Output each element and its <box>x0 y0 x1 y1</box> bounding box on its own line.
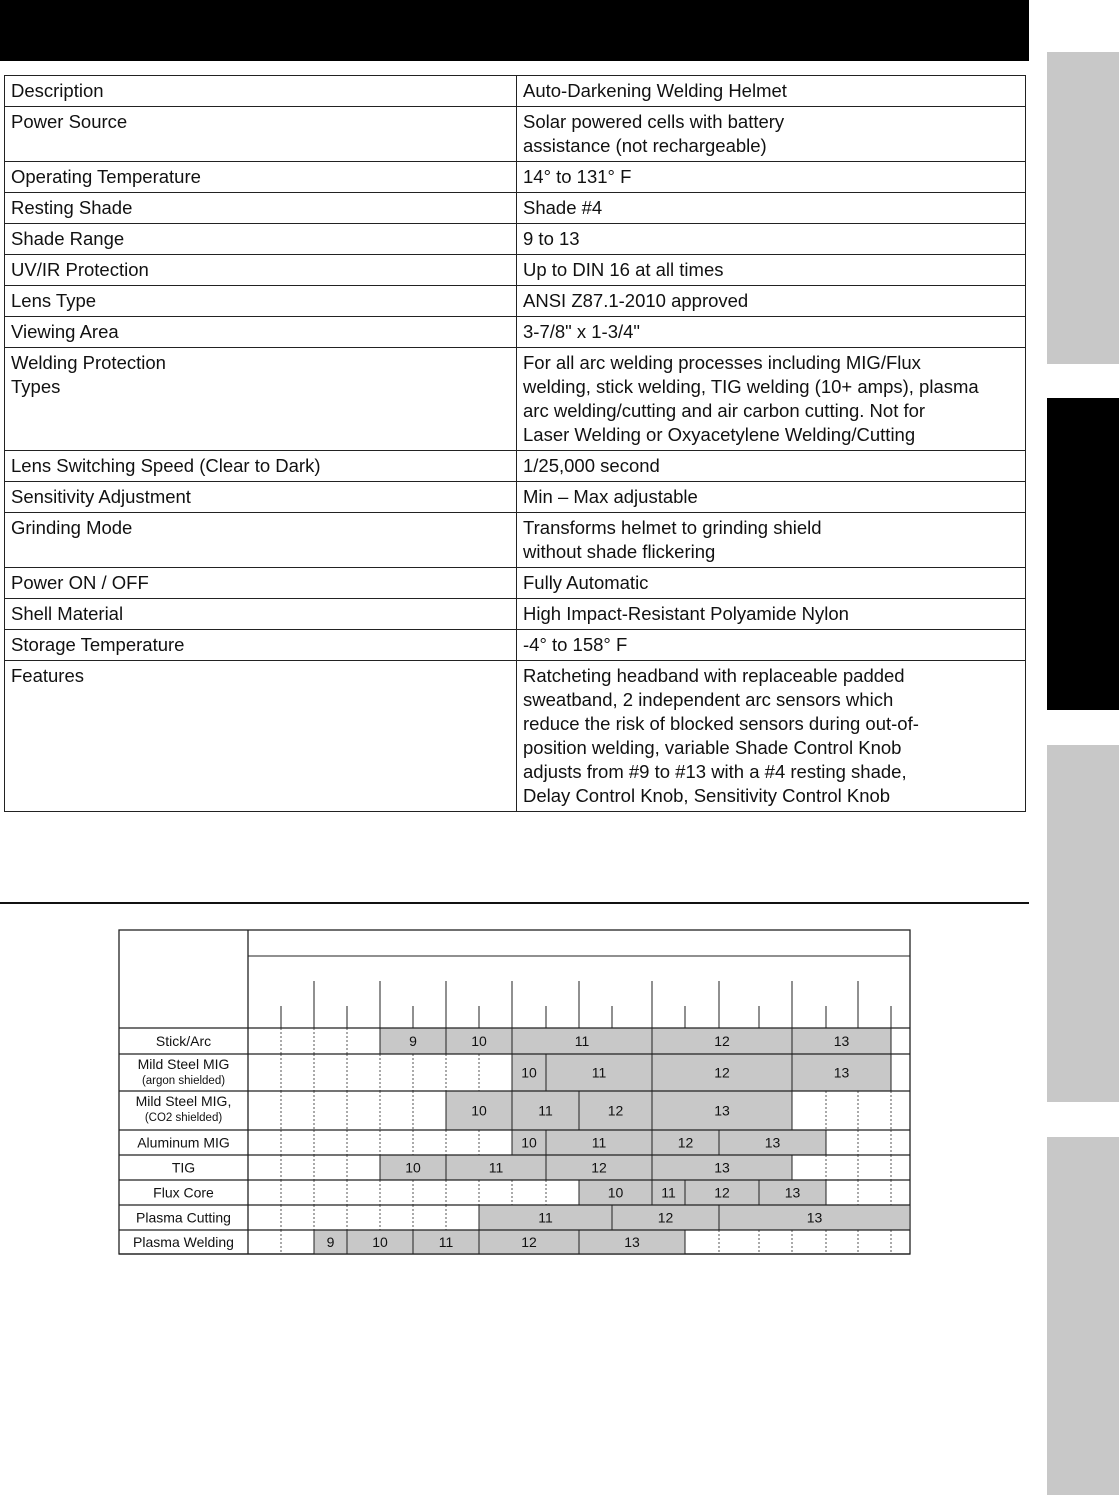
spec-value-line: Up to DIN 16 at all times <box>523 259 724 280</box>
process-label: TIG <box>171 1159 196 1176</box>
spec-label: Lens Switching Speed (Clear to Dark) <box>5 451 517 482</box>
spec-value-line: Delay Control Knob, Sensitivity Control Knob <box>523 785 891 806</box>
process-label: Mild Steel MIG, <box>135 1093 232 1109</box>
shade-label: 13 <box>833 1064 850 1081</box>
spec-label: Power Source <box>5 107 517 162</box>
spec-label: Storage Temperature <box>5 630 517 661</box>
spec-value-line: Ratcheting headband with replaceable padded <box>523 665 905 686</box>
spec-value-line: without shade flickering <box>523 541 716 562</box>
spec-value-line: High Impact-Resistant Polyamide Nylon <box>523 603 849 624</box>
spec-value-line: 3-7/8" x 1-3/4" <box>523 321 640 342</box>
spec-label: Features <box>5 661 517 812</box>
shade-label: 12 <box>607 1102 624 1119</box>
spec-value-line: reduce the risk of blocked sensors during out-of- <box>523 713 919 734</box>
shade-label: 10 <box>405 1159 421 1176</box>
spec-value-line: Laser Welding or Oxyacetylene Welding/Cutting <box>523 424 916 445</box>
spec-label: Shell Material <box>5 599 517 630</box>
process-label: Flux Core <box>153 1184 214 1201</box>
shade-label: 12 <box>714 1064 730 1081</box>
spec-label: Shade Range <box>5 224 517 255</box>
spec-value-line: welding, stick welding, TIG welding (10+ amps), plasma <box>523 376 979 397</box>
shade-label: 12 <box>714 1033 730 1049</box>
shade-label: 10 <box>372 1234 388 1250</box>
spec-value-line: Transforms helmet to grinding shield <box>523 517 822 538</box>
shade-label: 13 <box>833 1033 850 1049</box>
spec-value-line: Min – Max adjustable <box>523 486 698 507</box>
process-label: Aluminum MIG <box>137 1134 230 1151</box>
shade-label: 9 <box>326 1234 335 1250</box>
shade-label: 13 <box>784 1184 801 1201</box>
spec-value-line: 1/25,000 second <box>523 455 660 476</box>
shade-label: 12 <box>521 1234 537 1250</box>
spec-label: Lens Type <box>5 286 517 317</box>
spec-value-line: For all arc welding processes including MIG/Flux <box>523 352 921 373</box>
spec-label: Resting Shade <box>5 193 517 224</box>
process-label: Plasma Cutting <box>136 1209 231 1226</box>
shade-label: 12 <box>677 1134 694 1151</box>
process-sublabel: (argon shielded) <box>141 1075 226 1087</box>
process-label: Mild Steel MIG <box>137 1056 230 1072</box>
spec-label: Viewing Area <box>5 317 517 348</box>
spec-label: Description <box>5 76 517 107</box>
spec-value-line: sweatband, 2 independent arc sensors which <box>523 689 894 710</box>
spec-label-line: Types <box>11 376 61 397</box>
process-label: Stick/Arc <box>155 1033 212 1049</box>
process-sublabel: (CO2 shielded) <box>144 1112 223 1124</box>
spec-value-line: adjusts from #9 to #13 with a #4 resting shade, <box>523 761 907 782</box>
shade-label: 10 <box>471 1033 487 1049</box>
shade-label: 10 <box>521 1134 537 1151</box>
shade-label: 13 <box>624 1234 640 1250</box>
shade-label: 13 <box>806 1209 823 1226</box>
shade-label: 11 <box>591 1064 607 1081</box>
spec-value-line: assistance (not rechargeable) <box>523 135 767 156</box>
spec-label: Operating Temperature <box>5 162 517 193</box>
spec-value-line: ANSI Z87.1-2010 approved <box>523 290 749 311</box>
shade-label: 11 <box>438 1234 454 1250</box>
shade-label: 12 <box>714 1184 730 1201</box>
spec-label-line: Welding Protection <box>11 352 166 373</box>
process-label: Plasma Welding <box>133 1234 234 1250</box>
shade-label: 11 <box>591 1134 607 1151</box>
shade-label: 13 <box>714 1159 730 1176</box>
shade-label: 13 <box>714 1102 730 1119</box>
spec-value-line: Solar powered cells with battery <box>523 111 785 132</box>
spec-value-line: Fully Automatic <box>523 572 649 593</box>
shade-label: 12 <box>591 1159 607 1176</box>
spec-value-line: -4° to 158° F <box>523 634 628 655</box>
spec-value-line: arc welding/cutting and air carbon cutting. Not for <box>523 400 926 421</box>
spec-label: Sensitivity Adjustment <box>5 482 517 513</box>
shade-label: 10 <box>471 1102 487 1119</box>
shade-label: 13 <box>764 1134 781 1151</box>
spec-value-line: 9 to 13 <box>523 228 580 249</box>
shade-label: 10 <box>607 1184 624 1201</box>
spec-label: Power ON / OFF <box>5 568 517 599</box>
shade-label: 11 <box>661 1184 676 1201</box>
shade-label: 10 <box>521 1064 537 1081</box>
spec-value-line: Shade #4 <box>523 197 603 218</box>
spec-value-line: 14° to 131° F <box>523 166 632 187</box>
shade-label: 11 <box>538 1102 553 1119</box>
shade-label: 12 <box>657 1209 674 1226</box>
shade-label: 9 <box>409 1033 417 1049</box>
spec-value-line: Auto-Darkening Welding Helmet <box>523 80 787 101</box>
spec-label: UV/IR Protection <box>5 255 517 286</box>
shade-label: 11 <box>574 1033 590 1049</box>
spec-value-line: position welding, variable Shade Control Knob <box>523 737 902 758</box>
shade-label: 11 <box>488 1159 504 1176</box>
shade-label: 11 <box>538 1209 553 1226</box>
spec-label: Grinding Mode <box>5 513 517 568</box>
